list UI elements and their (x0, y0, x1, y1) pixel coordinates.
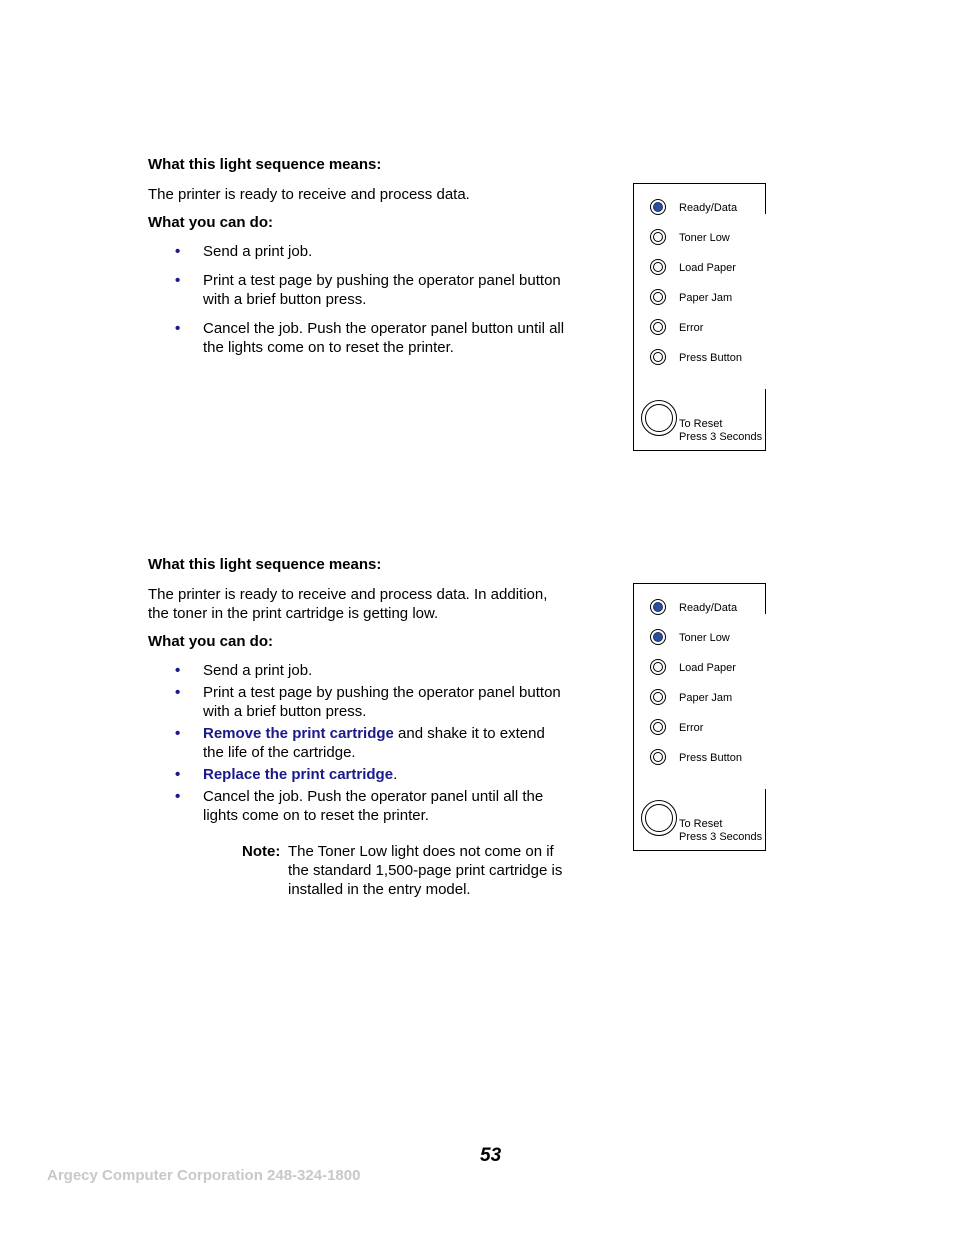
panel-border-gap (764, 614, 766, 789)
footer-text: Argecy Computer Corporation 248-324-1800 (47, 1167, 361, 1184)
reset-button-icon (641, 800, 677, 836)
bullet-icon: • (175, 788, 181, 805)
list-item (148, 765, 568, 784)
light-label: Press Button (679, 352, 742, 364)
reset-label-line1: To Reset (679, 418, 723, 430)
lamp-off-icon (650, 349, 666, 365)
action-list (148, 242, 568, 357)
reset-label-line2: Press 3 Seconds (679, 431, 763, 443)
light-label: Toner Low (679, 232, 730, 244)
list-item-text: Send a print job. (203, 662, 313, 679)
list-item (148, 724, 568, 762)
light-label: Press Button (679, 752, 742, 764)
light-label: Ready/Data (679, 602, 738, 614)
bullet-icon: • (175, 662, 181, 679)
note (148, 842, 568, 899)
replace-cartridge-link[interactable]: Replace the print cartridge (203, 766, 394, 783)
lamp-off-icon (650, 259, 666, 275)
panel-border-gap (764, 214, 766, 389)
lamp-off-icon (650, 749, 666, 765)
lamp-off-icon (650, 689, 666, 705)
list-item-text: Cancel the job. Push the operator panel until all the lights come on to reset the printer. (203, 788, 544, 824)
lamp-on-icon (650, 199, 666, 215)
action-list (148, 661, 568, 825)
list-item-text: Send a print job. (203, 243, 313, 260)
lamp-on-icon (650, 629, 666, 645)
bullet-icon: • (175, 320, 181, 337)
note-text: The Toner Low light does not come on if the standard 1,500-page print cartridge is installed in the entry model. (288, 843, 563, 898)
light-label: Paper Jam (679, 692, 733, 704)
list-item (148, 271, 568, 309)
heading-what-you-can-do: What you can do: (148, 214, 273, 231)
list-item (148, 683, 568, 721)
light-label: Load Paper (679, 662, 736, 674)
lamp-on-icon (650, 599, 666, 615)
bullet-icon: • (175, 243, 181, 260)
list-item (148, 787, 568, 825)
remove-cartridge-link[interactable]: Remove the print cartridge (203, 725, 394, 742)
list-item-text: Print a test page by pushing the operator panel button with a brief button press. (203, 684, 561, 720)
lamp-off-icon (650, 719, 666, 735)
reset-button-icon (641, 400, 677, 436)
light-label: Error (679, 722, 704, 734)
operator-panel-toner-low (633, 583, 766, 851)
list-item (148, 661, 568, 680)
light-label: Toner Low (679, 632, 730, 644)
list-item (148, 242, 568, 261)
light-label: Ready/Data (679, 202, 738, 214)
heading-what-you-can-do: What you can do: (148, 633, 273, 650)
reset-label-line2: Press 3 Seconds (679, 831, 763, 843)
lamp-off-icon (650, 319, 666, 335)
bullet-icon: • (175, 725, 181, 742)
bullet-icon: • (175, 766, 181, 783)
light-label: Paper Jam (679, 292, 733, 304)
lamp-off-icon (650, 289, 666, 305)
section-ready (148, 155, 568, 357)
list-item-text: and shake it to extend the life of the cartridge. (203, 725, 545, 761)
heading-sequence-means: What this light sequence means: (148, 556, 382, 573)
list-item-text: . (393, 766, 398, 783)
lamp-off-icon (650, 229, 666, 245)
light-label: Load Paper (679, 262, 736, 274)
bullet-icon: • (175, 684, 181, 701)
operator-panel-ready (633, 183, 766, 451)
bullet-icon: • (175, 272, 181, 289)
list-item (148, 319, 568, 357)
note-label: Note: (242, 843, 281, 860)
light-label: Error (679, 322, 704, 334)
lamp-off-icon (650, 659, 666, 675)
section-toner-low (148, 555, 568, 899)
list-item-text: Print a test page by pushing the operator panel button with a brief button press. (203, 272, 561, 308)
heading-sequence-means: What this light sequence means: (148, 156, 382, 173)
page-number: 53 (480, 1145, 502, 1166)
sequence-description: The printer is ready to receive and process data. (148, 186, 470, 203)
reset-label-line1: To Reset (679, 818, 723, 830)
sequence-description: The printer is ready to receive and process data. In addition, the toner in the print cartridge is getting low. (148, 586, 548, 622)
list-item-text: Cancel the job. Push the operator panel button until all the lights come on to reset the printer. (203, 320, 565, 356)
